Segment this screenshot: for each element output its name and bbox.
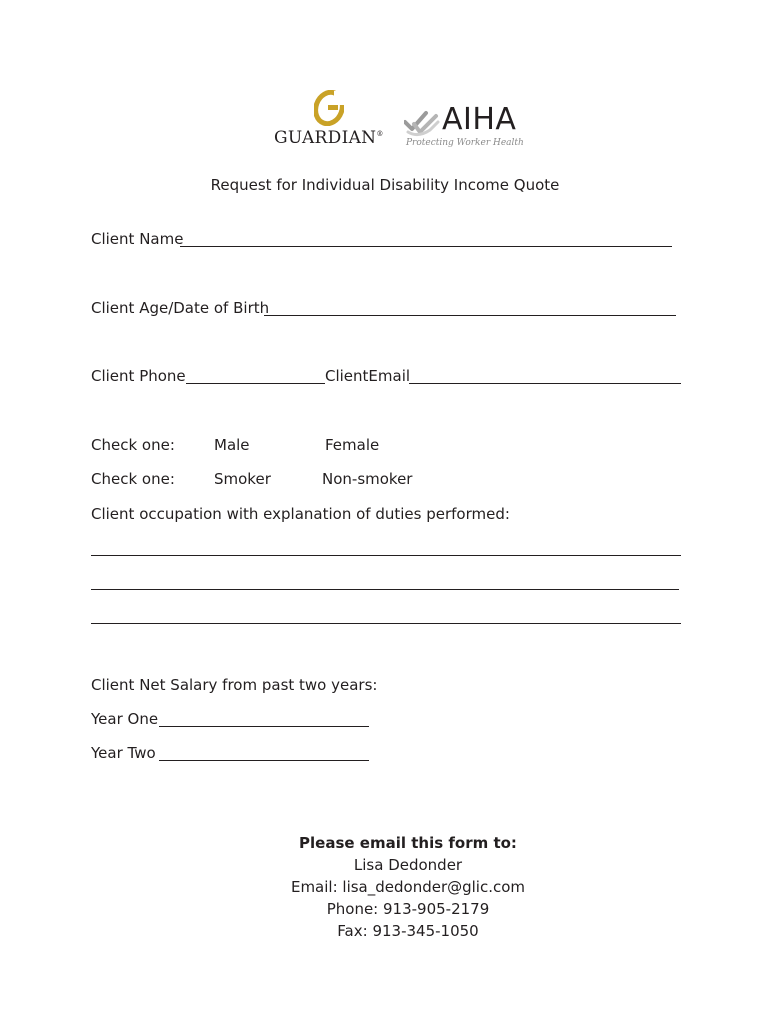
client-name-field[interactable] [180, 246, 672, 247]
year-one-label: Year One [91, 710, 159, 728]
occupation-line-3[interactable] [91, 623, 681, 624]
contact-phone: Phone: 913-905-2179 [326, 900, 490, 918]
year-two-field[interactable] [159, 760, 369, 761]
contact-block [0, 832, 770, 942]
year-one-field[interactable] [159, 726, 369, 727]
female-option[interactable]: Female [325, 436, 380, 454]
client-email-field[interactable] [409, 383, 681, 384]
occupation-label: Client occupation with explanation of duties performed: [91, 505, 510, 523]
male-option[interactable]: Male [214, 436, 250, 454]
contact-heading: Please email this form to: [299, 834, 517, 852]
client-age-field[interactable] [264, 315, 676, 316]
guardian-g-icon [314, 90, 344, 126]
salary-label: Client Net Salary from past two years: [91, 676, 378, 694]
hands-check-icon [404, 108, 440, 138]
client-email-label: ClientEmail [325, 367, 411, 385]
client-name-label: Client Name [91, 230, 184, 248]
occupation-line-2[interactable] [91, 589, 679, 590]
client-phone-label: Client Phone [91, 367, 186, 385]
guardian-wordmark: GUARDIAN® [274, 128, 384, 148]
client-age-label: Client Age/Date of Birth [91, 299, 270, 317]
aiha-tagline: Protecting Worker Health [406, 138, 524, 148]
contact-name: Lisa Dedonder [353, 856, 463, 874]
aiha-wordmark: AIHA [442, 102, 517, 137]
guardian-logo [274, 90, 386, 152]
non-smoker-option[interactable]: Non-smoker [322, 470, 413, 488]
contact-email[interactable]: Email: lisa_dedonder@glic.com [290, 878, 526, 896]
gender-check-label: Check one: [91, 436, 175, 454]
contact-fax: Fax: 913-345-1050 [337, 922, 479, 940]
occupation-line-1[interactable] [91, 555, 681, 556]
year-two-label: Year Two [91, 744, 156, 762]
client-phone-field[interactable] [186, 383, 325, 384]
aiha-logo [404, 102, 529, 154]
form-title: Request for Individual Disability Income Quote [210, 176, 560, 194]
smoker-check-label: Check one: [91, 470, 175, 488]
smoker-option[interactable]: Smoker [214, 470, 271, 488]
